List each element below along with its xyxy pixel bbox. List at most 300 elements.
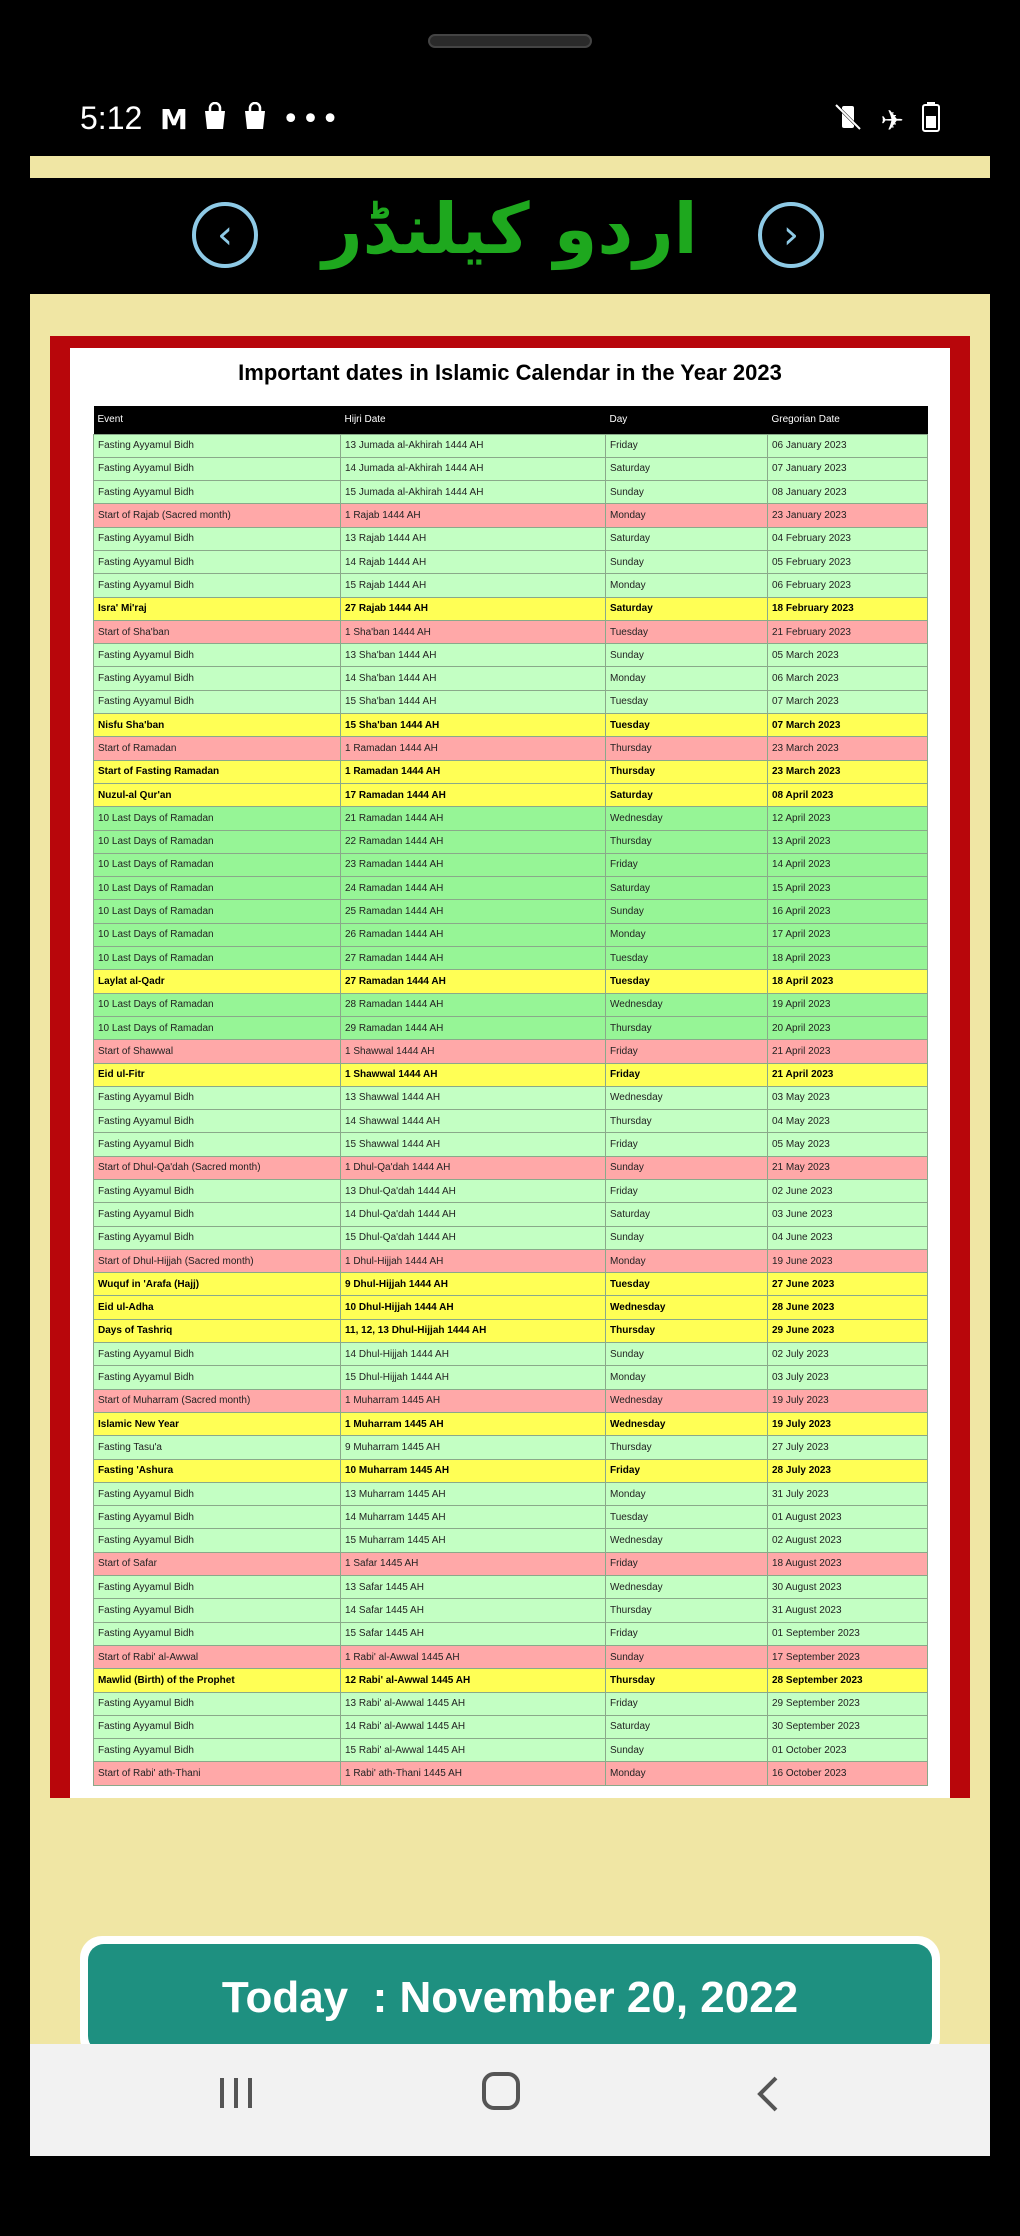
cell-hijri-date: 14 Shawwal 1444 AH <box>341 1110 606 1133</box>
cell-event: Fasting Ayyamul Bidh <box>94 527 341 550</box>
cell-gregorian-date: 01 August 2023 <box>768 1506 928 1529</box>
table-row <box>94 1226 928 1249</box>
cell-hijri-date: 1 Muharram 1445 AH <box>341 1389 606 1412</box>
cell-hijri-date: 15 Sha'ban 1444 AH <box>341 690 606 713</box>
column-header-hijri: Hijri Date <box>341 406 606 434</box>
cell-gregorian-date: 04 February 2023 <box>768 527 928 550</box>
cell-hijri-date: 15 Dhul-Hijjah 1444 AH <box>341 1366 606 1389</box>
table-row <box>94 1436 928 1459</box>
table-row <box>94 1459 928 1482</box>
column-header-day: Day <box>606 406 768 434</box>
cell-day: Friday <box>606 1063 768 1086</box>
cell-gregorian-date: 04 May 2023 <box>768 1110 928 1133</box>
system-nav-bar <box>30 2044 990 2156</box>
cell-event: Fasting Ayyamul Bidh <box>94 690 341 713</box>
cell-day: Wednesday <box>606 1296 768 1319</box>
cell-event: Fasting Ayyamul Bidh <box>94 1086 341 1109</box>
cell-hijri-date: 17 Ramadan 1444 AH <box>341 783 606 806</box>
cell-gregorian-date: 12 April 2023 <box>768 807 928 830</box>
app-header <box>30 178 990 294</box>
cell-event: Fasting Ayyamul Bidh <box>94 1715 341 1738</box>
cell-day: Friday <box>606 1622 768 1645</box>
shopping-bag-icon <box>242 102 268 137</box>
table-row <box>94 714 928 737</box>
cell-day: Thursday <box>606 737 768 760</box>
cell-hijri-date: 1 Rabi' al-Awwal 1445 AH <box>341 1645 606 1668</box>
cell-hijri-date: 22 Ramadan 1444 AH <box>341 830 606 853</box>
calendar-sheet[interactable] <box>70 348 950 1798</box>
cell-hijri-date: 13 Rabi' al-Awwal 1445 AH <box>341 1692 606 1715</box>
cell-event: Start of Rabi' ath-Thani <box>94 1762 341 1785</box>
cell-hijri-date: 1 Rabi' ath-Thani 1445 AH <box>341 1762 606 1785</box>
cell-hijri-date: 10 Muharram 1445 AH <box>341 1459 606 1482</box>
cell-event: Start of Shawwal <box>94 1040 341 1063</box>
cell-event: Start of Dhul-Hijjah (Sacred month) <box>94 1249 341 1272</box>
table-row <box>94 853 928 876</box>
table-row <box>94 434 928 457</box>
cell-hijri-date: 27 Ramadan 1444 AH <box>341 970 606 993</box>
cell-hijri-date: 1 Rajab 1444 AH <box>341 504 606 527</box>
cell-day: Thursday <box>606 1599 768 1622</box>
cell-event: Fasting 'Ashura <box>94 1459 341 1482</box>
cell-gregorian-date: 23 January 2023 <box>768 504 928 527</box>
cell-day: Friday <box>606 1692 768 1715</box>
table-row <box>94 877 928 900</box>
cell-gregorian-date: 17 April 2023 <box>768 923 928 946</box>
chevron-right-icon: › <box>783 212 799 258</box>
table-row <box>94 1482 928 1505</box>
cell-day: Sunday <box>606 1739 768 1762</box>
cell-hijri-date: 1 Shawwal 1444 AH <box>341 1063 606 1086</box>
table-row <box>94 970 928 993</box>
cell-event: Fasting Ayyamul Bidh <box>94 1133 341 1156</box>
cell-hijri-date: 24 Ramadan 1444 AH <box>341 877 606 900</box>
cell-hijri-date: 15 Sha'ban 1444 AH <box>341 714 606 737</box>
cell-day: Friday <box>606 1180 768 1203</box>
cell-event: Start of Rajab (Sacred month) <box>94 504 341 527</box>
cell-day: Saturday <box>606 597 768 620</box>
cell-gregorian-date: 21 February 2023 <box>768 620 928 643</box>
calendar-frame <box>50 336 970 1798</box>
cell-day: Tuesday <box>606 690 768 713</box>
cell-hijri-date: 14 Muharram 1445 AH <box>341 1506 606 1529</box>
cell-day: Wednesday <box>606 807 768 830</box>
table-row <box>94 504 928 527</box>
status-time: 5:12 <box>80 100 143 136</box>
table-row <box>94 737 928 760</box>
cell-gregorian-date: 28 September 2023 <box>768 1669 928 1692</box>
table-row <box>94 1412 928 1435</box>
cell-day: Thursday <box>606 1436 768 1459</box>
cell-hijri-date: 29 Ramadan 1444 AH <box>341 1016 606 1039</box>
cell-gregorian-date: 05 May 2023 <box>768 1133 928 1156</box>
cell-hijri-date: 27 Ramadan 1444 AH <box>341 947 606 970</box>
cell-day: Monday <box>606 667 768 690</box>
more-dots-icon: ••• <box>281 102 341 137</box>
back-icon[interactable] <box>756 2074 780 2124</box>
cell-day: Wednesday <box>606 1086 768 1109</box>
cell-day: Friday <box>606 853 768 876</box>
cell-gregorian-date: 03 May 2023 <box>768 1086 928 1109</box>
cell-gregorian-date: 08 January 2023 <box>768 481 928 504</box>
cell-gregorian-date: 31 July 2023 <box>768 1482 928 1505</box>
cell-event: Fasting Ayyamul Bidh <box>94 1506 341 1529</box>
cell-hijri-date: 15 Rajab 1444 AH <box>341 574 606 597</box>
cell-event: Fasting Ayyamul Bidh <box>94 1180 341 1203</box>
cell-hijri-date: 14 Rajab 1444 AH <box>341 550 606 573</box>
table-row <box>94 667 928 690</box>
cell-gregorian-date: 23 March 2023 <box>768 737 928 760</box>
cell-event: Mawlid (Birth) of the Prophet <box>94 1669 341 1692</box>
shopping-bag-icon <box>202 102 228 137</box>
table-row <box>94 527 928 550</box>
cell-event: Fasting Ayyamul Bidh <box>94 1622 341 1645</box>
screen <box>30 74 990 2156</box>
cell-day: Tuesday <box>606 1506 768 1529</box>
cell-day: Friday <box>606 1133 768 1156</box>
cell-event: Wuquf in 'Arafa (Hajj) <box>94 1273 341 1296</box>
table-row <box>94 1552 928 1575</box>
table-row <box>94 1343 928 1366</box>
cell-hijri-date: 1 Sha'ban 1444 AH <box>341 620 606 643</box>
cell-event: Fasting Ayyamul Bidh <box>94 644 341 667</box>
cell-gregorian-date: 15 April 2023 <box>768 877 928 900</box>
cell-gregorian-date: 29 September 2023 <box>768 1692 928 1715</box>
cell-event: Start of Muharram (Sacred month) <box>94 1389 341 1412</box>
cell-event: Nuzul-al Qur'an <box>94 783 341 806</box>
cell-gregorian-date: 05 February 2023 <box>768 550 928 573</box>
cell-gregorian-date: 30 August 2023 <box>768 1576 928 1599</box>
cell-hijri-date: 28 Ramadan 1444 AH <box>341 993 606 1016</box>
table-row <box>94 1156 928 1179</box>
table-row <box>94 1669 928 1692</box>
cell-hijri-date: 9 Muharram 1445 AH <box>341 1436 606 1459</box>
cell-event: 10 Last Days of Ramadan <box>94 853 341 876</box>
cell-gregorian-date: 28 June 2023 <box>768 1296 928 1319</box>
table-row <box>94 574 928 597</box>
cell-day: Sunday <box>606 1343 768 1366</box>
cell-event: 10 Last Days of Ramadan <box>94 900 341 923</box>
cell-day: Saturday <box>606 783 768 806</box>
cell-event: Fasting Ayyamul Bidh <box>94 1576 341 1599</box>
cell-day: Saturday <box>606 1715 768 1738</box>
table-row <box>94 923 928 946</box>
cell-gregorian-date: 08 April 2023 <box>768 783 928 806</box>
cell-hijri-date: 14 Sha'ban 1444 AH <box>341 667 606 690</box>
cell-event: Fasting Ayyamul Bidh <box>94 667 341 690</box>
cell-day: Thursday <box>606 830 768 853</box>
cell-gregorian-date: 07 March 2023 <box>768 690 928 713</box>
cell-gregorian-date: 18 August 2023 <box>768 1552 928 1575</box>
cell-hijri-date: 1 Ramadan 1444 AH <box>341 760 606 783</box>
cell-hijri-date: 1 Shawwal 1444 AH <box>341 1040 606 1063</box>
today-button[interactable] <box>80 1936 940 2060</box>
cell-day: Tuesday <box>606 970 768 993</box>
cell-day: Friday <box>606 434 768 457</box>
table-row <box>94 1319 928 1342</box>
next-button[interactable] <box>758 202 824 268</box>
battery-icon <box>922 102 940 139</box>
calendar-table <box>93 406 928 1786</box>
earpiece-speaker <box>428 34 592 48</box>
cell-event: Fasting Ayyamul Bidh <box>94 1110 341 1133</box>
cell-event: 10 Last Days of Ramadan <box>94 1016 341 1039</box>
cell-day: Sunday <box>606 1645 768 1668</box>
cell-day: Thursday <box>606 1016 768 1039</box>
cell-gregorian-date: 06 February 2023 <box>768 574 928 597</box>
cell-gregorian-date: 29 June 2023 <box>768 1319 928 1342</box>
cell-gregorian-date: 01 September 2023 <box>768 1622 928 1645</box>
table-row <box>94 1576 928 1599</box>
cell-day: Wednesday <box>606 1529 768 1552</box>
cell-event: 10 Last Days of Ramadan <box>94 807 341 830</box>
cell-event: Start of Sha'ban <box>94 620 341 643</box>
cell-day: Friday <box>606 1040 768 1063</box>
cell-day: Wednesday <box>606 1389 768 1412</box>
cell-hijri-date: 15 Rabi' al-Awwal 1445 AH <box>341 1739 606 1762</box>
cell-event: Start of Safar <box>94 1552 341 1575</box>
table-row <box>94 1203 928 1226</box>
cell-event: 10 Last Days of Ramadan <box>94 923 341 946</box>
table-row <box>94 1273 928 1296</box>
cell-day: Friday <box>606 1459 768 1482</box>
table-row <box>94 1622 928 1645</box>
cell-gregorian-date: 18 April 2023 <box>768 970 928 993</box>
cell-day: Monday <box>606 923 768 946</box>
previous-button[interactable] <box>192 202 258 268</box>
table-row <box>94 1645 928 1668</box>
table-row <box>94 481 928 504</box>
calendar-title: Important dates in Islamic Calendar in the Year 2023 <box>238 360 782 385</box>
cell-gregorian-date: 19 April 2023 <box>768 993 928 1016</box>
cell-hijri-date: 15 Muharram 1445 AH <box>341 1529 606 1552</box>
cell-event: Fasting Ayyamul Bidh <box>94 1692 341 1715</box>
cell-hijri-date: 13 Dhul-Qa'dah 1444 AH <box>341 1180 606 1203</box>
table-row <box>94 1133 928 1156</box>
cell-hijri-date: 25 Ramadan 1444 AH <box>341 900 606 923</box>
cell-hijri-date: 15 Shawwal 1444 AH <box>341 1133 606 1156</box>
cell-day: Wednesday <box>606 1412 768 1435</box>
cell-event: 10 Last Days of Ramadan <box>94 947 341 970</box>
table-row <box>94 900 928 923</box>
table-row <box>94 1739 928 1762</box>
cell-event: 10 Last Days of Ramadan <box>94 830 341 853</box>
cell-gregorian-date: 05 March 2023 <box>768 644 928 667</box>
cell-hijri-date: 15 Safar 1445 AH <box>341 1622 606 1645</box>
cell-hijri-date: 13 Muharram 1445 AH <box>341 1482 606 1505</box>
cell-hijri-date: 27 Rajab 1444 AH <box>341 597 606 620</box>
cell-day: Tuesday <box>606 1273 768 1296</box>
cell-gregorian-date: 16 October 2023 <box>768 1762 928 1785</box>
today-label: Today : November 20, 2022 <box>88 1944 932 2052</box>
cell-hijri-date: 1 Muharram 1445 AH <box>341 1412 606 1435</box>
cell-event: 10 Last Days of Ramadan <box>94 993 341 1016</box>
cell-hijri-date: 12 Rabi' al-Awwal 1445 AH <box>341 1669 606 1692</box>
cell-event: Fasting Ayyamul Bidh <box>94 434 341 457</box>
cell-gregorian-date: 02 June 2023 <box>768 1180 928 1203</box>
cell-day: Thursday <box>606 1669 768 1692</box>
cell-hijri-date: 23 Ramadan 1444 AH <box>341 853 606 876</box>
cell-hijri-date: 11, 12, 13 Dhul-Hijjah 1444 AH <box>341 1319 606 1342</box>
cell-event: Eid ul-Fitr <box>94 1063 341 1086</box>
cell-event: Days of Tashriq <box>94 1319 341 1342</box>
cell-event: Fasting Ayyamul Bidh <box>94 550 341 573</box>
table-row <box>94 1599 928 1622</box>
cell-gregorian-date: 30 September 2023 <box>768 1715 928 1738</box>
cell-hijri-date: 9 Dhul-Hijjah 1444 AH <box>341 1273 606 1296</box>
cell-gregorian-date: 27 June 2023 <box>768 1273 928 1296</box>
cell-day: Monday <box>606 1366 768 1389</box>
cell-gregorian-date: 03 June 2023 <box>768 1203 928 1226</box>
cell-event: Nisfu Sha'ban <box>94 714 341 737</box>
table-row <box>94 644 928 667</box>
calendar-body <box>94 434 928 1785</box>
system-icons <box>833 102 940 139</box>
cell-day: Saturday <box>606 1203 768 1226</box>
cell-hijri-date: 14 Rabi' al-Awwal 1445 AH <box>341 1715 606 1738</box>
top-paper-strip <box>30 156 990 178</box>
cell-hijri-date: 15 Dhul-Qa'dah 1444 AH <box>341 1226 606 1249</box>
table-header-row <box>94 406 928 434</box>
cell-gregorian-date: 16 April 2023 <box>768 900 928 923</box>
cell-event: Laylat al-Qadr <box>94 970 341 993</box>
cell-day: Sunday <box>606 481 768 504</box>
table-row <box>94 550 928 573</box>
cell-gregorian-date: 07 March 2023 <box>768 714 928 737</box>
cell-event: Fasting Ayyamul Bidh <box>94 574 341 597</box>
airplane-icon: ✈ <box>880 104 904 137</box>
cell-hijri-date: 13 Jumada al-Akhirah 1444 AH <box>341 434 606 457</box>
cell-event: Fasting Ayyamul Bidh <box>94 1343 341 1366</box>
cell-event: Fasting Ayyamul Bidh <box>94 1226 341 1249</box>
cell-day: Saturday <box>606 527 768 550</box>
gmail-icon: M <box>160 103 188 136</box>
cell-event: 10 Last Days of Ramadan <box>94 877 341 900</box>
status-bar <box>30 74 990 156</box>
cell-gregorian-date: 13 April 2023 <box>768 830 928 853</box>
cell-hijri-date: 14 Dhul-Hijjah 1444 AH <box>341 1343 606 1366</box>
cell-event: Fasting Ayyamul Bidh <box>94 1599 341 1622</box>
table-row <box>94 1366 928 1389</box>
cell-gregorian-date: 02 July 2023 <box>768 1343 928 1366</box>
cell-day: Thursday <box>606 760 768 783</box>
cell-day: Wednesday <box>606 993 768 1016</box>
cell-event: Start of Dhul-Qa'dah (Sacred month) <box>94 1156 341 1179</box>
cell-event: Islamic New Year <box>94 1412 341 1435</box>
table-row <box>94 1506 928 1529</box>
cell-day: Friday <box>606 1552 768 1575</box>
table-row <box>94 807 928 830</box>
chevron-left-icon: ‹ <box>217 212 233 258</box>
table-row <box>94 783 928 806</box>
table-row <box>94 620 928 643</box>
table-row <box>94 1529 928 1552</box>
table-row <box>94 597 928 620</box>
cell-hijri-date: 13 Sha'ban 1444 AH <box>341 644 606 667</box>
cell-hijri-date: 21 Ramadan 1444 AH <box>341 807 606 830</box>
cell-gregorian-date: 07 January 2023 <box>768 457 928 480</box>
cell-gregorian-date: 06 January 2023 <box>768 434 928 457</box>
cell-day: Sunday <box>606 1156 768 1179</box>
cell-day: Tuesday <box>606 947 768 970</box>
table-row <box>94 1715 928 1738</box>
cell-event: Isra' Mi'raj <box>94 597 341 620</box>
cell-day: Thursday <box>606 1319 768 1342</box>
cell-day: Sunday <box>606 550 768 573</box>
cell-day: Tuesday <box>606 714 768 737</box>
column-header-gregorian: Gregorian Date <box>768 406 928 434</box>
cell-gregorian-date: 19 June 2023 <box>768 1249 928 1272</box>
table-row <box>94 947 928 970</box>
table-row <box>94 457 928 480</box>
cell-hijri-date: 1 Dhul-Hijjah 1444 AH <box>341 1249 606 1272</box>
column-header-event: Event <box>94 406 341 434</box>
table-row <box>94 1762 928 1785</box>
cell-day: Monday <box>606 1762 768 1785</box>
cell-gregorian-date: 02 August 2023 <box>768 1529 928 1552</box>
table-row <box>94 1389 928 1412</box>
cell-gregorian-date: 21 April 2023 <box>768 1040 928 1063</box>
table-row <box>94 1180 928 1203</box>
cell-day: Sunday <box>606 1226 768 1249</box>
cell-gregorian-date: 21 April 2023 <box>768 1063 928 1086</box>
notification-icons <box>160 102 341 137</box>
cell-day: Monday <box>606 574 768 597</box>
table-row <box>94 1063 928 1086</box>
table-row <box>94 1692 928 1715</box>
cell-event: Eid ul-Adha <box>94 1296 341 1319</box>
cell-event: Fasting Ayyamul Bidh <box>94 1203 341 1226</box>
cell-event: Fasting Ayyamul Bidh <box>94 1366 341 1389</box>
table-row <box>94 1040 928 1063</box>
cell-event: Fasting Tasu'a <box>94 1436 341 1459</box>
cell-event: Start of Ramadan <box>94 737 341 760</box>
cell-event: Fasting Ayyamul Bidh <box>94 1482 341 1505</box>
cell-day: Saturday <box>606 877 768 900</box>
table-row <box>94 1110 928 1133</box>
table-row <box>94 760 928 783</box>
table-row <box>94 1086 928 1109</box>
cell-gregorian-date: 06 March 2023 <box>768 667 928 690</box>
cell-gregorian-date: 14 April 2023 <box>768 853 928 876</box>
table-row <box>94 1296 928 1319</box>
cell-hijri-date: 1 Dhul-Qa'dah 1444 AH <box>341 1156 606 1179</box>
cell-gregorian-date: 03 July 2023 <box>768 1366 928 1389</box>
cell-hijri-date: 10 Dhul-Hijjah 1444 AH <box>341 1296 606 1319</box>
home-icon[interactable] <box>482 2072 520 2110</box>
cell-hijri-date: 14 Jumada al-Akhirah 1444 AH <box>341 457 606 480</box>
recents-icon[interactable] <box>218 2074 254 2120</box>
cell-event: Fasting Ayyamul Bidh <box>94 481 341 504</box>
cell-gregorian-date: 28 July 2023 <box>768 1459 928 1482</box>
cell-hijri-date: 1 Ramadan 1444 AH <box>341 737 606 760</box>
table-row <box>94 993 928 1016</box>
cell-hijri-date: 14 Dhul-Qa'dah 1444 AH <box>341 1203 606 1226</box>
cell-day: Sunday <box>606 644 768 667</box>
cell-gregorian-date: 19 July 2023 <box>768 1412 928 1435</box>
cell-hijri-date: 15 Jumada al-Akhirah 1444 AH <box>341 481 606 504</box>
cell-hijri-date: 13 Safar 1445 AH <box>341 1576 606 1599</box>
cell-hijri-date: 1 Safar 1445 AH <box>341 1552 606 1575</box>
cell-gregorian-date: 17 September 2023 <box>768 1645 928 1668</box>
cell-hijri-date: 26 Ramadan 1444 AH <box>341 923 606 946</box>
cell-gregorian-date: 20 April 2023 <box>768 1016 928 1039</box>
cell-gregorian-date: 21 May 2023 <box>768 1156 928 1179</box>
cell-hijri-date: 13 Rajab 1444 AH <box>341 527 606 550</box>
cell-day: Sunday <box>606 900 768 923</box>
cell-gregorian-date: 01 October 2023 <box>768 1739 928 1762</box>
cell-gregorian-date: 23 March 2023 <box>768 760 928 783</box>
